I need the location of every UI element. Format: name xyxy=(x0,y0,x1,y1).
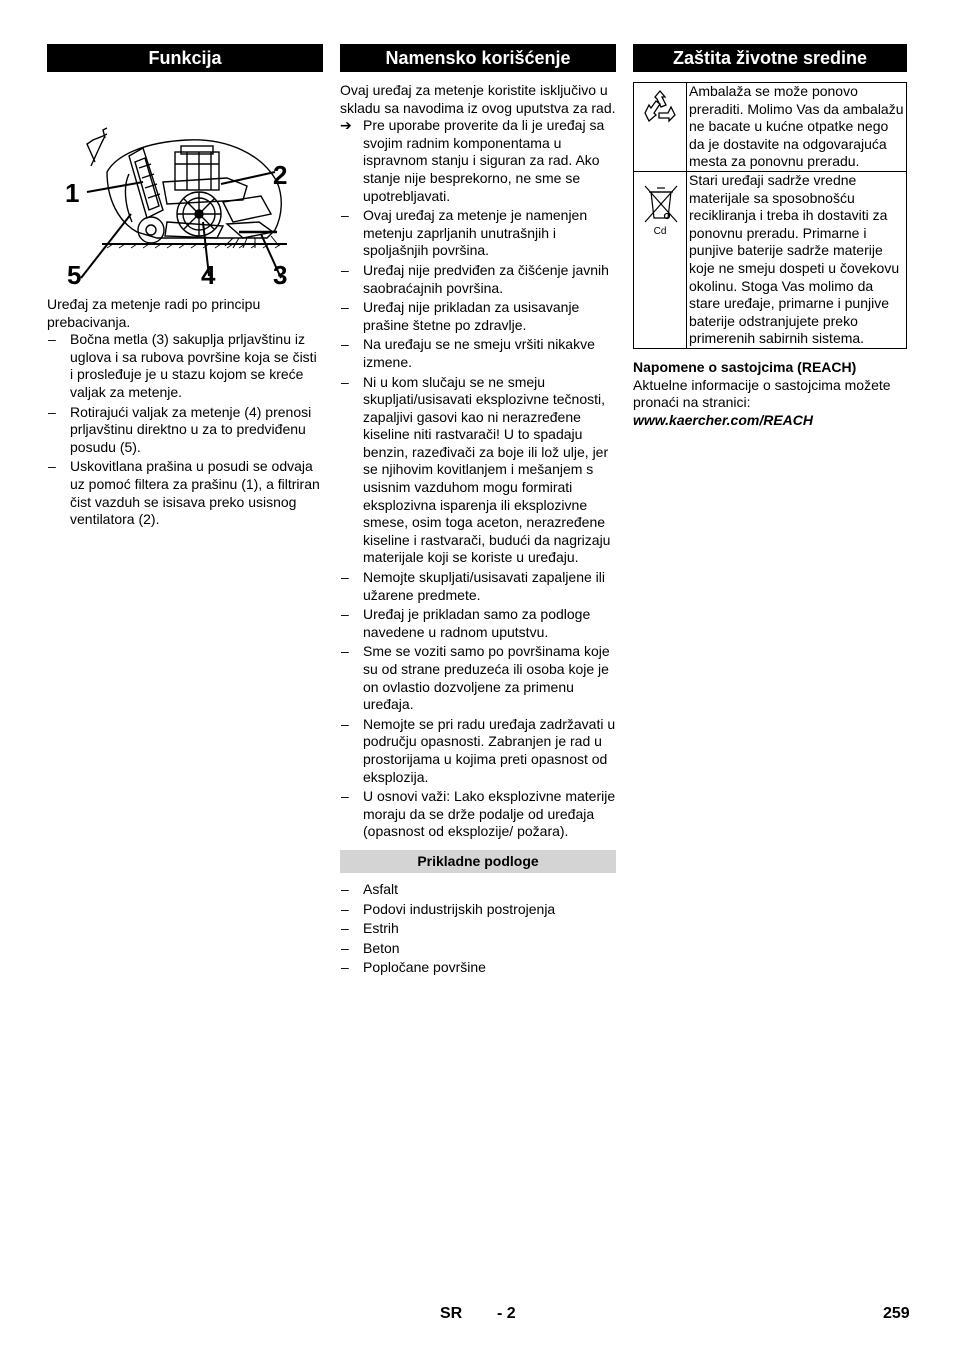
list-item: – Estrih xyxy=(340,920,616,938)
label-2: 2 xyxy=(273,160,288,190)
arrow-instruction-text: Pre uporabe proverite da li je uređaj sa svojim radnim komponentama u ispravnom stanju i siguran za rad. Ako stanje nije besprekorno, ne sme se upotrebljavati. xyxy=(363,117,605,204)
intended-use-list xyxy=(340,207,616,841)
sweeper-diagram xyxy=(47,82,323,288)
cd-label: Cd xyxy=(653,225,667,237)
table-row xyxy=(634,83,907,172)
function-heading: Funkcija xyxy=(47,44,323,72)
list-item: – Nemojte skupljati/usisavati zapaljene ili užarene predmete. xyxy=(340,569,616,604)
list-item: – Popločane površine xyxy=(340,959,616,977)
function-intro: Uređaj za metenje radi po principu prebacivanja. xyxy=(47,296,261,330)
reach-text: Aktuelne informacije o sastojcima možete pronaći na stranici: xyxy=(633,376,891,411)
label-4: 4 xyxy=(201,260,216,290)
environment-table xyxy=(633,82,907,349)
environment-heading: Zaštita životne sredine xyxy=(633,44,907,72)
list-item: – Uređaj je prikladan samo za podloge navedene u radnom uputstvu. xyxy=(340,606,616,641)
disposal-cell xyxy=(634,171,687,348)
reach-title: Napomene o sastojcima (REACH) xyxy=(633,358,857,375)
intended-use-heading: Namensko korišćenje xyxy=(340,44,616,72)
arrow-right-icon: ➔ xyxy=(340,117,352,134)
label-1: 1 xyxy=(65,178,80,208)
list-item: – Nemojte se pri radu uređaja zadržavati u području opasnosti. Zabranjen je rad u prostorijama u kojima preti opasnost od eksplozija. xyxy=(340,716,616,786)
suitable-surfaces-heading: Prikladne podloge xyxy=(340,850,616,873)
footer-local-page: - 2 xyxy=(497,1305,516,1322)
intended-use-intro: Ovaj uređaj za metenje koristite isključivo u skladu sa navodima iz ovog uputstva za rad. xyxy=(340,82,616,116)
recycling-text: Ambalaža se može ponovo preraditi. Molimo Vas da ambalažu ne bacate u kućne otpatke nego da je dostavite na odgovarajuća mesta za ponovnu preradu. xyxy=(687,83,907,172)
table-row xyxy=(634,171,907,348)
crossed-bin-icon xyxy=(635,172,685,230)
arrow-instruction xyxy=(340,117,616,205)
list-item: – Podovi industrijskih postrojenja xyxy=(340,901,616,919)
list-item: – Bočna metla (3) sakuplja prljavštinu iz uglova i sa rubova površine koja se čisti i prosleđuje je u stazu kojom se kreće valjak za metenje. xyxy=(47,331,323,401)
reach-link[interactable]: www.kaercher.com/REACH xyxy=(633,411,813,428)
function-list xyxy=(47,331,323,529)
surfaces-list xyxy=(340,881,616,977)
list-item: – Ni u kom slučaju se ne smeju skupljati/usisavati eksplozivne tečnosti, zapaljivi gasovi kao ni nerazređene kiseline niti rastvarači! U to spadaju benzin, razeđivači za boje ili lož ulje, jer se njihovim kovitlanjem i mešanjem s usisnim vazduhom mogu formirati eksplozivna isparenja ili eksplozivne smese, osim toga aceton, nerazređene kiseline i rastvarači, budući da nagrizaju materijale koji se koriste u uređaju. xyxy=(340,374,616,568)
column-function xyxy=(47,44,323,531)
label-3: 3 xyxy=(273,260,288,290)
list-item: – Ovaj uređaj za metenje je namenjen metenju zaprljanih unutrašnjih i spoljašnjih površina. xyxy=(340,207,616,260)
column-environment xyxy=(633,44,907,429)
label-5: 5 xyxy=(67,260,82,290)
recycling-icon xyxy=(635,83,685,133)
list-item: – Uređaj nije predviđen za čišćenje javnih saobraćajnih površina. xyxy=(340,262,616,297)
list-item: – Na uređaju se ne smeju vršiti nikakve izmene. xyxy=(340,336,616,371)
list-item: – Uređaj nije prikladan za usisavanje prašine štetne po zdravlje. xyxy=(340,299,616,334)
footer-language: SR xyxy=(440,1305,463,1322)
list-item: – Asfalt xyxy=(340,881,616,899)
list-item: – Rotirajući valjak za metenje (4) prenosi prljavštinu direktno u za to predviđenu posudu (5). xyxy=(47,404,323,457)
column-intended-use xyxy=(340,44,616,979)
list-item: – U osnovi važi: Lako eksplozivne materije moraju da se drže podalje od uređaja (opasnost od eksplozije/ požara). xyxy=(340,788,616,841)
recycling-cell xyxy=(634,83,687,172)
footer-page-number: 259 xyxy=(883,1305,910,1322)
list-item: – Uskovitlana prašina u posudi se odvaja uz pomoć filtera za prašinu (1), a filtriran čist vazduh se isisava preko usisnog ventilatora (2). xyxy=(47,458,323,528)
list-item: – Beton xyxy=(340,940,616,958)
list-item: – Sme se voziti samo po površinama koje su od strane preduzeća ili osoba koje je on ovlastio dozvoljene za primenu uređaja. xyxy=(340,643,616,713)
disposal-text: Stari uređaji sadrže vredne materijale sa sposobnošću recikliranja i treba ih dostaviti za ponovnu preradu. Primarne i punjive baterije sadrže materije koje ne smeju dospeti u čovekovu okolinu. Stoga Vas molimo da stare uređaje, primarne i punjive baterije odstranjujete preko primerenih sabirnih sistema. xyxy=(687,171,907,348)
